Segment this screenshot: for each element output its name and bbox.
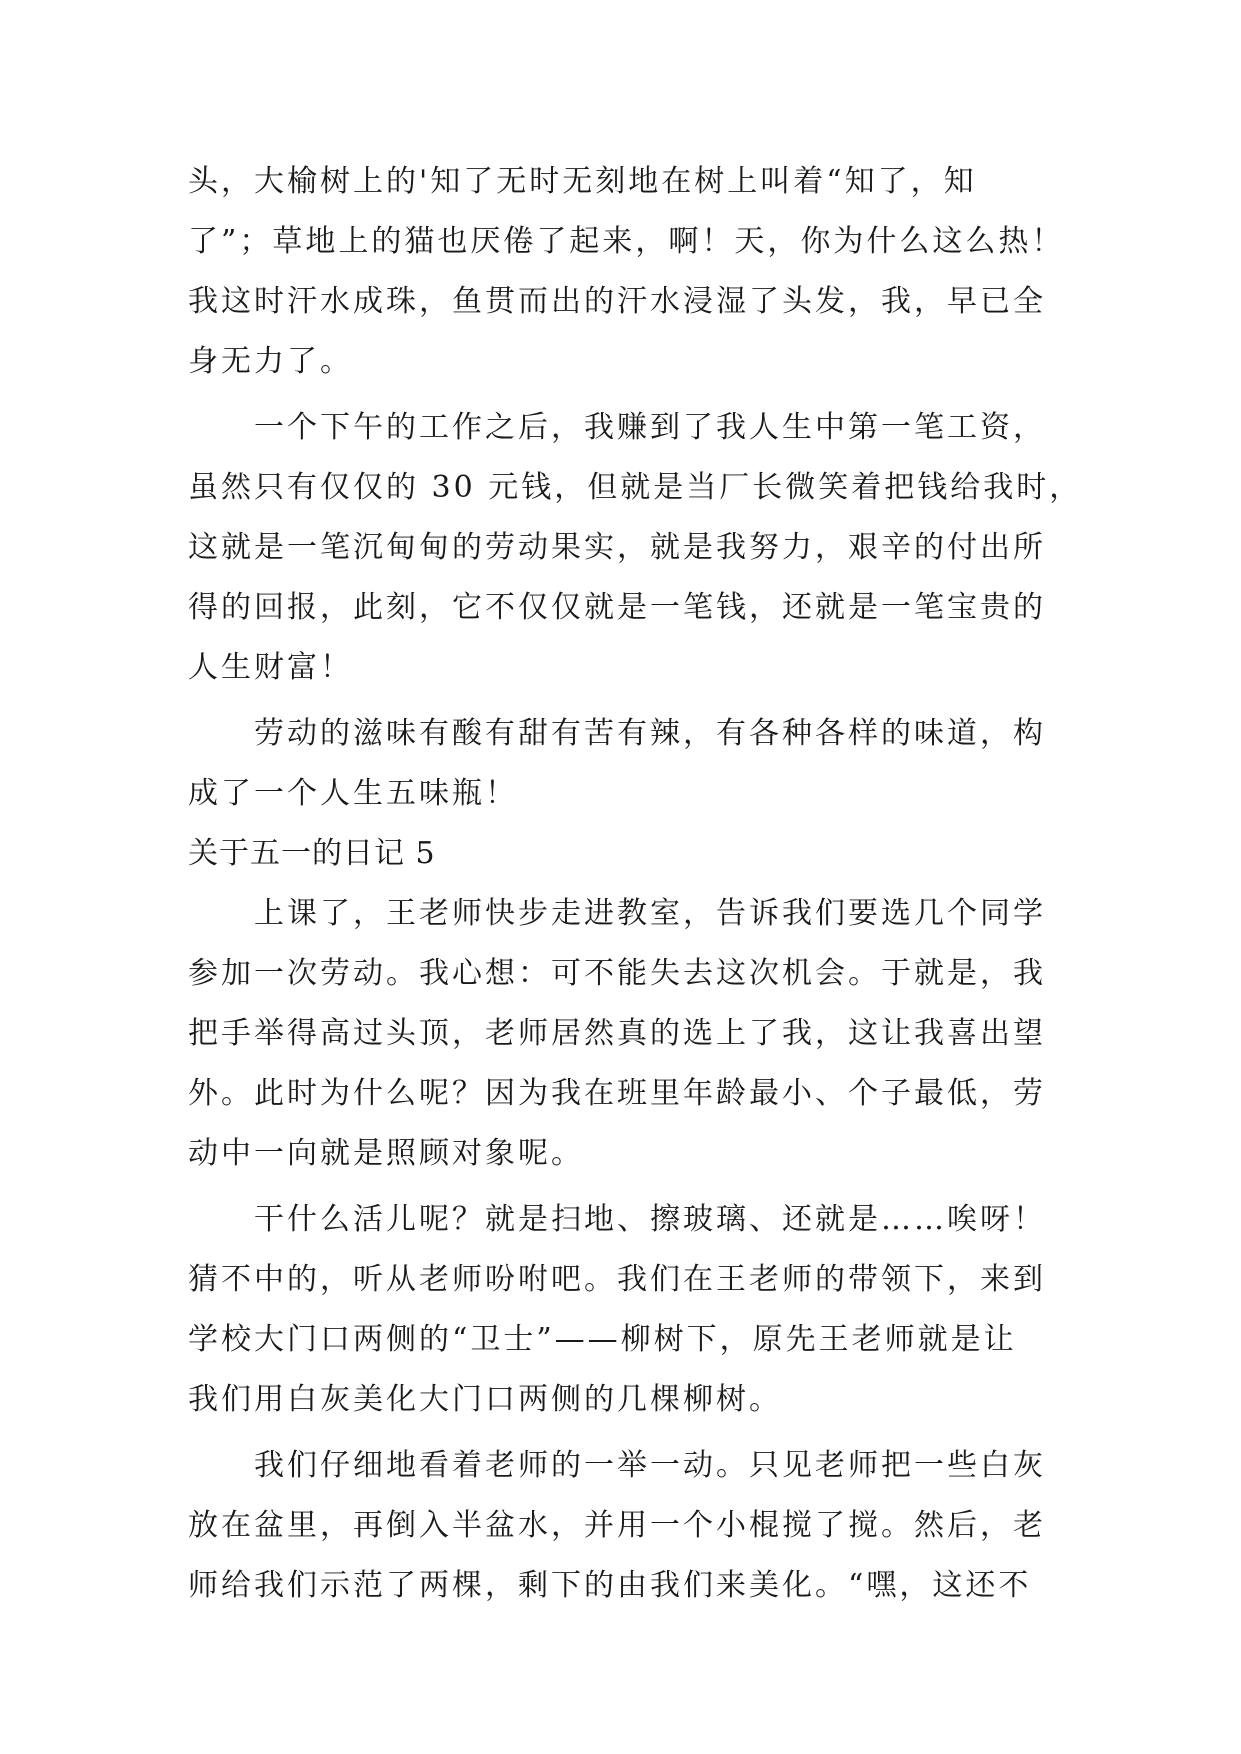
text-line: 这就是一笔沉甸甸的劳动果实，就是我努力，艰辛的付出所 bbox=[188, 530, 1046, 565]
paragraph bbox=[188, 704, 1050, 824]
text-line: 把手举得高过头顶，老师居然真的选上了我，这让我喜出望 bbox=[188, 1016, 1046, 1051]
text-line: 外。此时为什么呢？因为我在班里年龄最小、个子最低，劳 bbox=[188, 1076, 1046, 1111]
text-line: 我们仔细地看着老师的一举一动。只见老师把一些白灰 bbox=[254, 1448, 1046, 1483]
text-line: 得的回报，此刻，它不仅仅就是一笔钱，还就是一笔宝贵的 bbox=[188, 590, 1046, 625]
text-line: 虽然只有仅仅的 30 元钱，但就是当厂长微笑着把钱给我时， bbox=[188, 470, 1083, 505]
text-line: 我们用白灰美化大门口两侧的几棵柳树。 bbox=[188, 1382, 782, 1417]
text-line: 成了一个人生五味瓶！ bbox=[188, 776, 518, 811]
text-line: 了”；草地上的猫也厌倦了起来，啊！天，你为什么这么热！ bbox=[188, 224, 1065, 259]
text-line: 头，大榆树上的'知了无时无刻地在树上叫着“知了，知 bbox=[188, 164, 977, 199]
text-line: 学校大门口两侧的“卫士”——柳树下，原先王老师就是让 bbox=[188, 1322, 1017, 1357]
paragraph bbox=[188, 398, 1083, 698]
text-line: 放在盆里，再倒入半盆水，并用一个小棍搅了搅。然后，老 bbox=[188, 1508, 1046, 1543]
paragraph bbox=[188, 884, 1050, 1184]
text-line: 参加一次劳动。我心想：可不能失去这次机会。于就是，我 bbox=[188, 956, 1046, 991]
text-line: 人生财富！ bbox=[188, 650, 353, 685]
text-line: 猜不中的，听从老师吩咐吧。我们在王老师的带领下，来到 bbox=[188, 1262, 1046, 1297]
text-line: 干什么活儿呢？就是扫地、擦玻璃、还就是……唉呀！ bbox=[254, 1202, 1046, 1237]
section-heading: 关于五一的日记 5 bbox=[188, 836, 436, 871]
text-line: 我这时汗水成珠，鱼贯而出的汗水浸湿了头发，我，早已全 bbox=[188, 284, 1046, 319]
text-line: 一个下午的工作之后，我赚到了我人生中第一笔工资， bbox=[254, 410, 1046, 445]
document-body bbox=[188, 152, 1083, 1616]
text-line: 劳动的滋味有酸有甜有苦有辣，有各种各样的味道，构 bbox=[254, 716, 1046, 751]
text-line: 上课了，王老师快步走进教室，告诉我们要选几个同学 bbox=[254, 896, 1046, 931]
paragraph bbox=[188, 1190, 1050, 1430]
text-line: 动中一向就是照顾对象呢。 bbox=[188, 1136, 584, 1171]
paragraph bbox=[188, 152, 1065, 392]
text-line: 身无力了。 bbox=[188, 344, 353, 379]
paragraph bbox=[188, 1436, 1050, 1616]
text-line: 师给我们示范了两棵，剩下的由我们来美化。“嘿，这还不 bbox=[188, 1568, 1032, 1603]
